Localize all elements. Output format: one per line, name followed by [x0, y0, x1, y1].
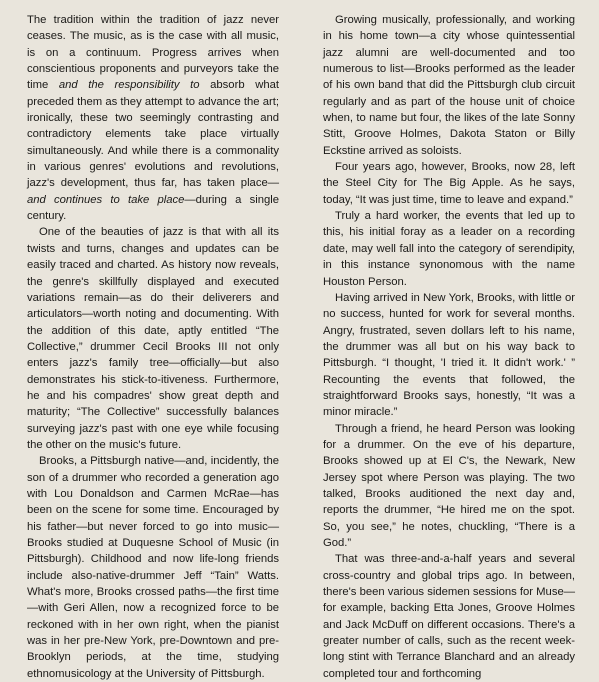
paragraph — [323, 159, 575, 208]
text-segment: That was three-and-a-half years and several cross-country and global trips ago. In between, there's been various sidemen sessions for Muse—for example, backing Etta Jones, Groove Holmes and Jack McDuff on different occasions. There's a greater number of calls, such as the recent week-long stint with Terrance Blanchard and an already completed tour and forthcoming — [323, 553, 575, 680]
text-segment: Having arrived in New York, Brooks, with little or no success, hunted for work for several months. Angry, frustrated, seven dollars left to his name, the drummer was all but on his way back to Pittsburgh. “I thought, 'I tried it. It didn't work.' ” Recounting the events that followed, the straightforward Brooks says, honestly, “It was a minor miracle.” — [323, 291, 575, 419]
paragraph — [27, 12, 279, 224]
paragraph — [27, 453, 279, 682]
text-segment: Brooks, a Pittsburgh native—and, incidently, the son of a drummer who recorded a generation ago with Lou Donaldson and Carmen McRae—has been on the scene for some time. Encouraged by his father—but never forced to go into music—Brooks studied at Duquesne School of Music (in Pittsburgh). Childhood and now life-long friends include also-native-drummer Jeff “Tain” Watts. What's more, Brooks crossed paths—the first time—with Geri Allen, now a recognized force to be reckoned with in her own right, when the pianist was in her pre-New York, pre-Downtown and pre-Brooklyn periods, at the time, studying ethnomusicology at the University of Pittsburgh. — [27, 455, 279, 680]
paragraph — [323, 551, 575, 682]
text-segment: Truly a hard worker, the events that led up to this, his initial foray as a leader on a recording date, may well fall into the category of serendipity, in this instance synonomous with the name Houston Person. — [323, 210, 575, 288]
text-segment: One of the beauties of jazz is that with all its twists and turns, changes and updates can be easily traced and charted. As history now reveals, the genre's skillfully displayed and executed variations remain—as do their deliverers and articulators—worth noting and documenting. With the addition of this date, aptly entitled “The Collective,” drummer Cecil Brooks III not only enters jazz's family tree—officially—but also demonstrates his stick-to-itiveness. Furthermore, he and his compadres' show great depth and maturity; “The Collective” successfully balances surveying jazz's past with one eye while focusing the other on the music's future. — [27, 226, 279, 451]
left-column — [27, 12, 279, 680]
italic-text: and the responsibility to — [58, 79, 200, 92]
paragraph — [323, 12, 575, 159]
paragraph — [323, 290, 575, 421]
paragraph — [27, 224, 279, 453]
text-segment: Through a friend, he heard Person was looking for a drummer. On the eve of his departure, Brooks showed up at El C's, the Newark, New Jersey spot where Person was playing. The two talked, Brooks auditioned the next day and, reports the drummer, “He hired me on the spot. So, you see,” he notes, chuckling, “There is a God.” — [323, 422, 575, 549]
text-segment: Four years ago, however, Brooks, now 28, left the Steel City for The Big Apple. As he says, today, “It was just time, time to leave and expand.” — [323, 161, 575, 206]
right-column — [323, 12, 575, 680]
italic-text: and continues to take place — [27, 193, 185, 206]
paragraph — [323, 421, 575, 552]
paragraph — [323, 208, 575, 290]
text-segment: —during a single century. — [27, 193, 279, 223]
text-segment: The tradition within the tradition of jazz never ceases. The music, as is the case with all music, is on a continuum. Progress arrives when conscientious proponents and purveyors take the time — [27, 14, 279, 92]
text-segment: Growing musically, professionally, and working in his home town—a city whose quintessential jazz alumni are well-documented and too numerous to list—Brooks performed as the leader of his own band that did the Pittsburgh club circuit regularly and as part of the house unit of choice when, to name but four, the likes of the late Sonny Stitt, Groove Holmes, Dakota Staton or Billy Eckstine arrived as soloists. — [323, 14, 575, 157]
text-segment: absorb what preceded them as they attempt to advance the art; ironically, these two seemingly contrasting and contradictory elements take place virtually simultaneously. And while there is a commonality in various genres' evolutions and revolutions, jazz's development, thus far, has taken place— — [27, 79, 279, 190]
